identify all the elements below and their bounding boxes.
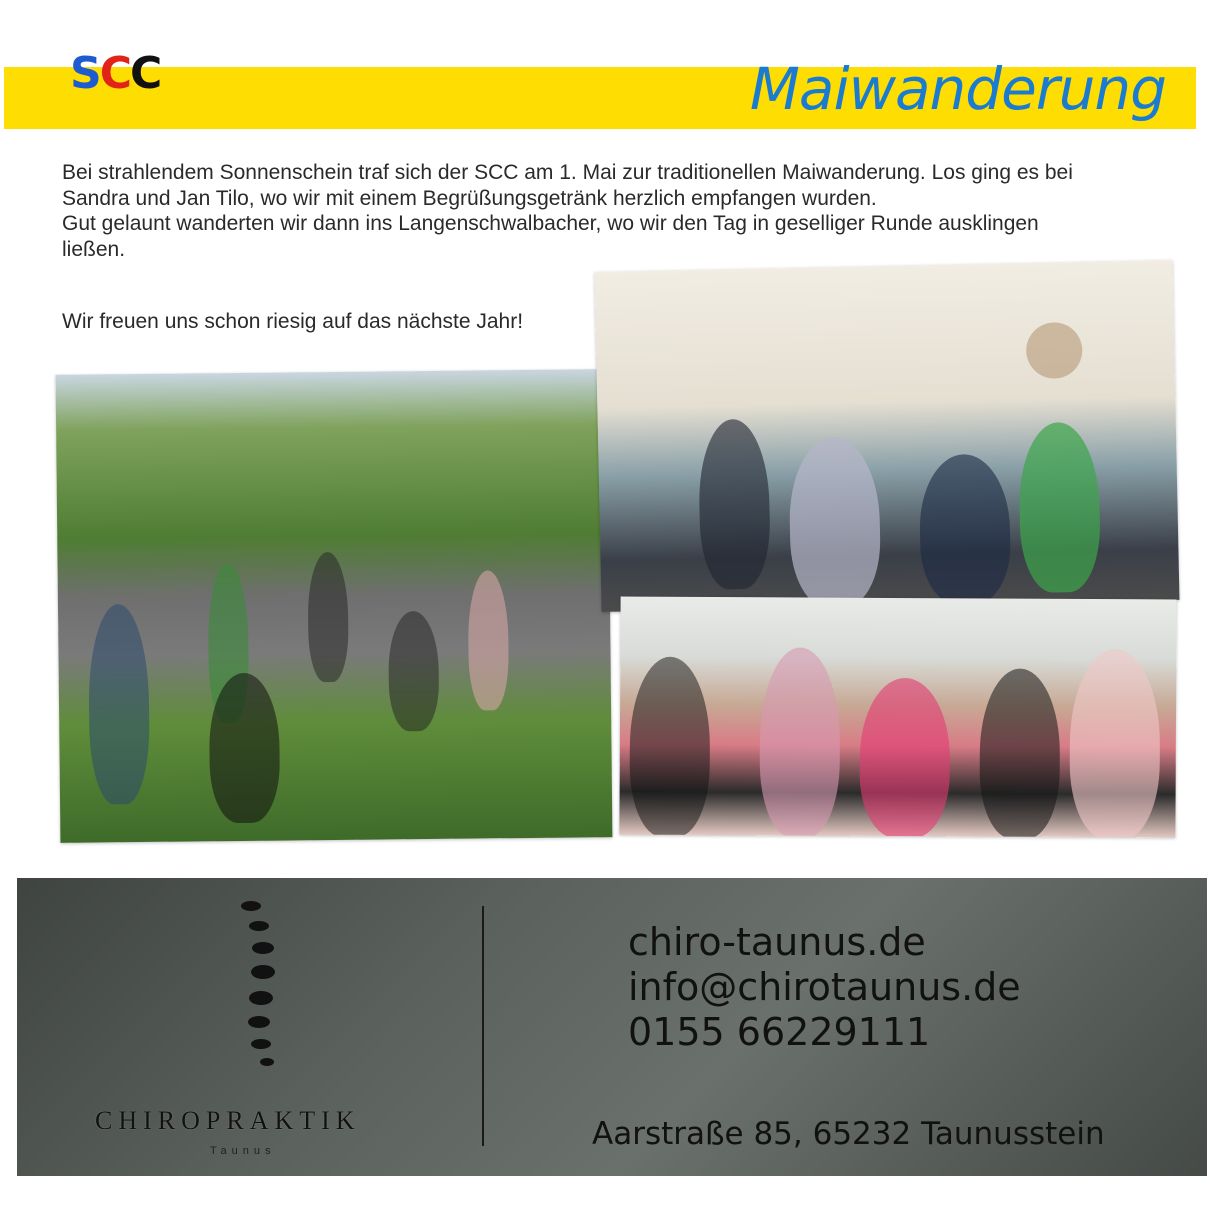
- website-link[interactable]: chiro-taunus.de: [628, 920, 926, 964]
- spine-logo-icon: [237, 898, 297, 1068]
- footer-divider: [482, 906, 484, 1146]
- article-line: Sandra und Jan Tilo, wo wir mit einem Begrüßungsgetränk herzlich empfangen wurden.: [62, 186, 877, 210]
- article-text: [62, 160, 1168, 262]
- brand-subtitle: Taunus: [210, 1145, 276, 1157]
- contact-block: [628, 920, 1021, 1055]
- scc-logo: SCC: [70, 48, 161, 99]
- group-photo-women: [619, 597, 1176, 838]
- article-line: Bei strahlendem Sonnenschein traf sich der SCC am 1. Mai zur traditionellen Maiwanderung. Los ging es bei: [62, 161, 1073, 184]
- email-link[interactable]: info@chirotaunus.de: [628, 965, 1021, 1009]
- group-photo-terrace: [595, 260, 1180, 612]
- address: Aarstraße 85, 65232 Taunusstein: [592, 1116, 1105, 1152]
- article-line: ließen.: [62, 237, 126, 261]
- phone-number: 0155 66229111: [628, 1010, 931, 1054]
- brand-name: CHIROPRAKTIK: [95, 1106, 361, 1135]
- group-photo-street: [56, 369, 613, 843]
- article-line: Gut gelaunt wanderten wir dann ins Langenschwalbacher, wo wir den Tag in geselliger Runde ausklingen: [62, 212, 1039, 235]
- page-title: Maiwanderung: [749, 55, 1166, 123]
- article-closing: Wir freuen uns schon riesig auf das nächste Jahr!: [62, 310, 524, 333]
